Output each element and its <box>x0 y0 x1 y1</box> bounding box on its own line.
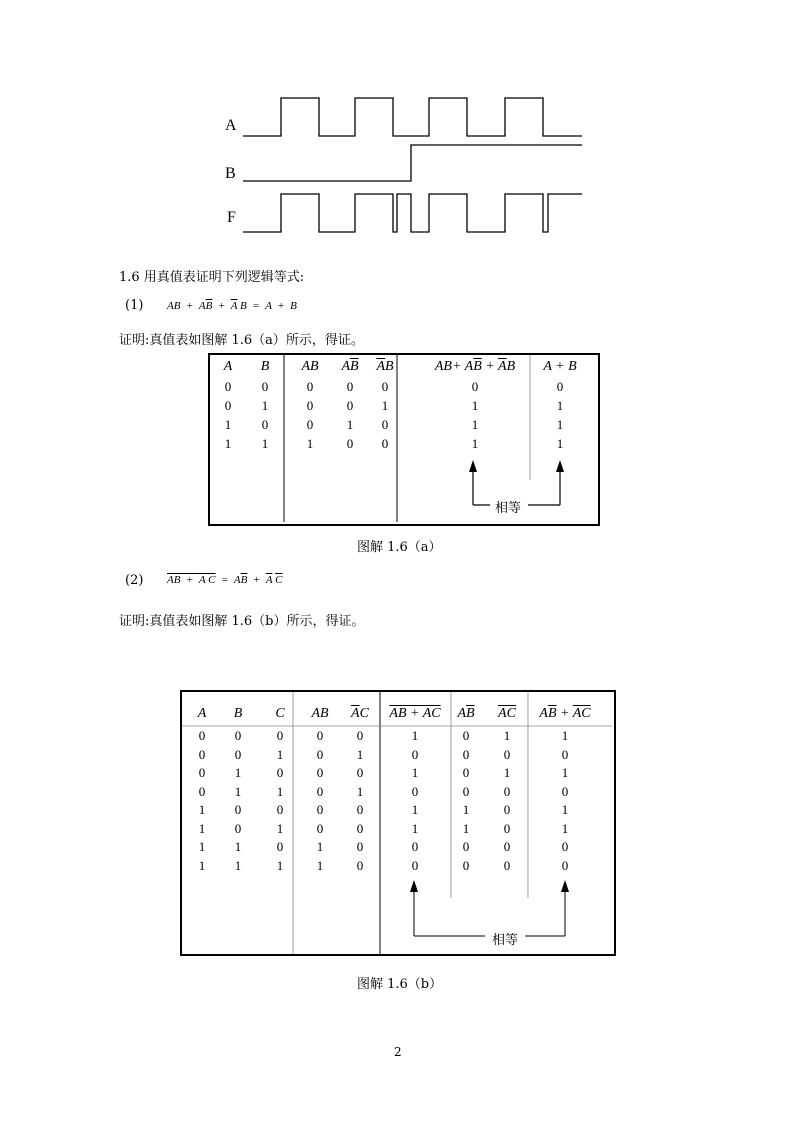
table-b-cell: 1 <box>356 746 364 762</box>
table-b-cell: 0 <box>276 802 284 817</box>
table-a-cell: 1 <box>224 436 232 451</box>
table-a-cell: 0 <box>261 379 269 394</box>
table-b-cell: 1 <box>561 802 569 817</box>
table-b-cell: 0 <box>561 839 569 854</box>
table-b-cell: 0 <box>276 728 284 743</box>
table-b-cell: 1 <box>561 728 569 743</box>
table-b-cell: 0 <box>198 728 206 743</box>
table-a-cell: 1 <box>261 436 269 451</box>
table-b-cell: 0 <box>561 783 569 799</box>
table-b-cell: 1 <box>234 783 242 799</box>
table-b-cell: 0 <box>316 820 324 836</box>
table-b-cell: 0 <box>198 746 206 762</box>
table-b-header-3: AB <box>311 706 329 721</box>
table-a-header-5: $AB+ A\overline{B} + \overline{A}B$ <box>434 359 516 374</box>
table-a-header-2: AB <box>301 359 319 374</box>
table-a-cell: 0 <box>346 398 354 413</box>
table-b-cell: 1 <box>198 802 206 817</box>
table-b-cell: 0 <box>356 820 364 836</box>
table-b-cell: 1 <box>316 857 324 873</box>
table-b-cell: 1 <box>462 820 470 836</box>
table-a-cell: 0 <box>261 417 269 432</box>
item1-expression: AB + $A\overline{B} + \overline{A}$ B = A + B <box>167 300 297 312</box>
table-b-cell: 0 <box>356 728 364 743</box>
table-b-cell: 1 <box>316 839 324 854</box>
table-b-header-8: $A\overline{B} + \overline{A}\overline{C}$ <box>539 706 591 721</box>
table-b-cell: 0 <box>356 857 364 873</box>
table-b-cell: 0 <box>503 783 511 799</box>
table-b-cell: 0 <box>316 802 324 817</box>
table-a-cell: 0 <box>306 379 314 394</box>
table-b-header-6: $A\overline{B}$ <box>457 706 475 721</box>
table-b-cell: 1 <box>276 783 284 799</box>
waveform-label-a: A <box>225 117 237 134</box>
table-b-cell: 0 <box>503 802 511 817</box>
table-a-header-6: A + B <box>543 359 577 374</box>
table-b-cell: 0 <box>276 765 284 780</box>
table-b-cell: 0 <box>503 746 511 762</box>
waveform-label-f: F <box>227 209 236 226</box>
table-b-cell: 1 <box>276 820 284 836</box>
table-b-cell: 0 <box>316 783 324 799</box>
table-b-cell: 0 <box>462 728 470 743</box>
table-b-header-5: AB + AC <box>389 706 441 721</box>
table-b-cell: 1 <box>276 857 284 873</box>
table-b-cell: 0 <box>234 820 242 836</box>
table-b-cell: 0 <box>356 839 364 854</box>
page-number: 2 <box>394 1045 402 1059</box>
table-b-cell: 0 <box>198 783 206 799</box>
table-a-cell: 1 <box>224 417 232 432</box>
table-a-cell: 0 <box>381 417 389 432</box>
table-a-cell: 0 <box>224 379 232 394</box>
table-b-cell: 1 <box>561 765 569 780</box>
table-a-cell: 0 <box>381 379 389 394</box>
table-a-cell: 1 <box>556 417 564 432</box>
table-b-cell: 0 <box>561 746 569 762</box>
table-a-cell: 0 <box>471 379 479 394</box>
table-a-cell: 1 <box>556 436 564 451</box>
table-a-header-0: A <box>223 359 233 374</box>
table-b-cell: 0 <box>503 839 511 854</box>
table-a-cell: 0 <box>346 379 354 394</box>
table-b-cell: 1 <box>198 839 206 854</box>
table-b-cell: 1 <box>411 728 419 743</box>
table-a-cell: 1 <box>471 398 479 413</box>
table-b-cell: 0 <box>234 728 242 743</box>
table-b-cell: 0 <box>411 857 419 873</box>
table-b-cell: 0 <box>503 857 511 873</box>
table-a-equal-label: 相等 <box>495 501 522 516</box>
table-a-cell: 1 <box>306 436 314 451</box>
table-b-cell: 1 <box>234 839 242 854</box>
table-a-caption: 图解 1.6（a） <box>357 540 442 555</box>
table-a-header-3: $A\overline{B}$ <box>341 359 359 374</box>
table-b-header-0: A <box>197 706 207 721</box>
table-b-cell: 0 <box>462 839 470 854</box>
table-b-cell: 1 <box>411 765 419 780</box>
table-b-cell: 0 <box>234 746 242 762</box>
table-a-cell: 1 <box>261 398 269 413</box>
table-b-cell: 1 <box>356 783 364 799</box>
item2-expression: AB + A $C = A\overline{B} + \overline{A}$ $\overline{C}$ <box>167 574 283 586</box>
table-b-header-4: $\overline{A}C$ <box>351 706 369 721</box>
table-b-cell: 1 <box>198 857 206 873</box>
table-b-cell: 0 <box>462 765 470 780</box>
table-b-cell: 1 <box>503 765 511 780</box>
item1-number: (1) <box>125 298 144 313</box>
table-b-header-2: C <box>275 706 285 721</box>
table-a-cell: 0 <box>556 379 564 394</box>
table-b-cell: 1 <box>411 802 419 817</box>
table-b-caption: 图解 1.6（b） <box>357 977 443 992</box>
table-b-cell: 1 <box>198 820 206 836</box>
table-b-cell: 0 <box>356 802 364 817</box>
table-b-cell: 1 <box>503 728 511 743</box>
table-b-cell: 0 <box>503 820 511 836</box>
table-b-cell: 1 <box>462 802 470 817</box>
table-b-cell: 1 <box>234 765 242 780</box>
table-b-equal-label: 相等 <box>492 933 519 948</box>
table-b-cell: 0 <box>462 783 470 799</box>
table-a-cell: 0 <box>346 436 354 451</box>
table-a-cell: 0 <box>306 398 314 413</box>
table-b-cell: 0 <box>411 783 419 799</box>
table-b-cell: 1 <box>234 857 242 873</box>
item2-number: (2) <box>125 573 144 588</box>
table-b-cell: 1 <box>561 820 569 836</box>
table-b-cell: 0 <box>462 746 470 762</box>
table-a-header-4: $\overline{A}B$ <box>376 359 394 374</box>
table-b-cell: 0 <box>198 765 206 780</box>
table-a-cell: 1 <box>556 398 564 413</box>
table-b-cell: 0 <box>356 765 364 780</box>
table-b-cell: 0 <box>316 728 324 743</box>
table-b-header-1: B <box>233 706 243 721</box>
table-b-cell: 0 <box>411 839 419 854</box>
table-a-cell: 1 <box>471 417 479 432</box>
table-b-header-7: $\overline{A}\overline{C}$ <box>498 706 516 721</box>
table-b-cell: 0 <box>316 765 324 780</box>
table-b-cell: 0 <box>411 746 419 762</box>
table-b-cell: 0 <box>234 802 242 817</box>
proof-1: 证明:真值表如图解 1.6（a）所示，得证。 <box>119 333 364 348</box>
proof-2: 证明:真值表如图解 1.6（b）所示，得证。 <box>119 614 365 629</box>
table-a-header-1: B <box>260 359 270 374</box>
table-a-cell: 0 <box>306 417 314 432</box>
waveform-label-b: B <box>225 165 236 182</box>
table-a-cell: 0 <box>224 398 232 413</box>
table-a-cell: 0 <box>381 436 389 451</box>
problem-heading: 1.6 用真值表证明下列逻辑等式: <box>119 270 305 285</box>
table-a-cell: 1 <box>381 398 389 413</box>
table-b-cell: 0 <box>276 839 284 854</box>
table-b-cell: 0 <box>561 857 569 873</box>
table-b-cell: 0 <box>316 746 324 762</box>
table-a-cell: 1 <box>471 436 479 451</box>
table-b-cell: 0 <box>462 857 470 873</box>
table-b-cell: 1 <box>411 820 419 836</box>
table-a-cell: 1 <box>346 417 354 432</box>
table-b-cell: 1 <box>276 746 284 762</box>
